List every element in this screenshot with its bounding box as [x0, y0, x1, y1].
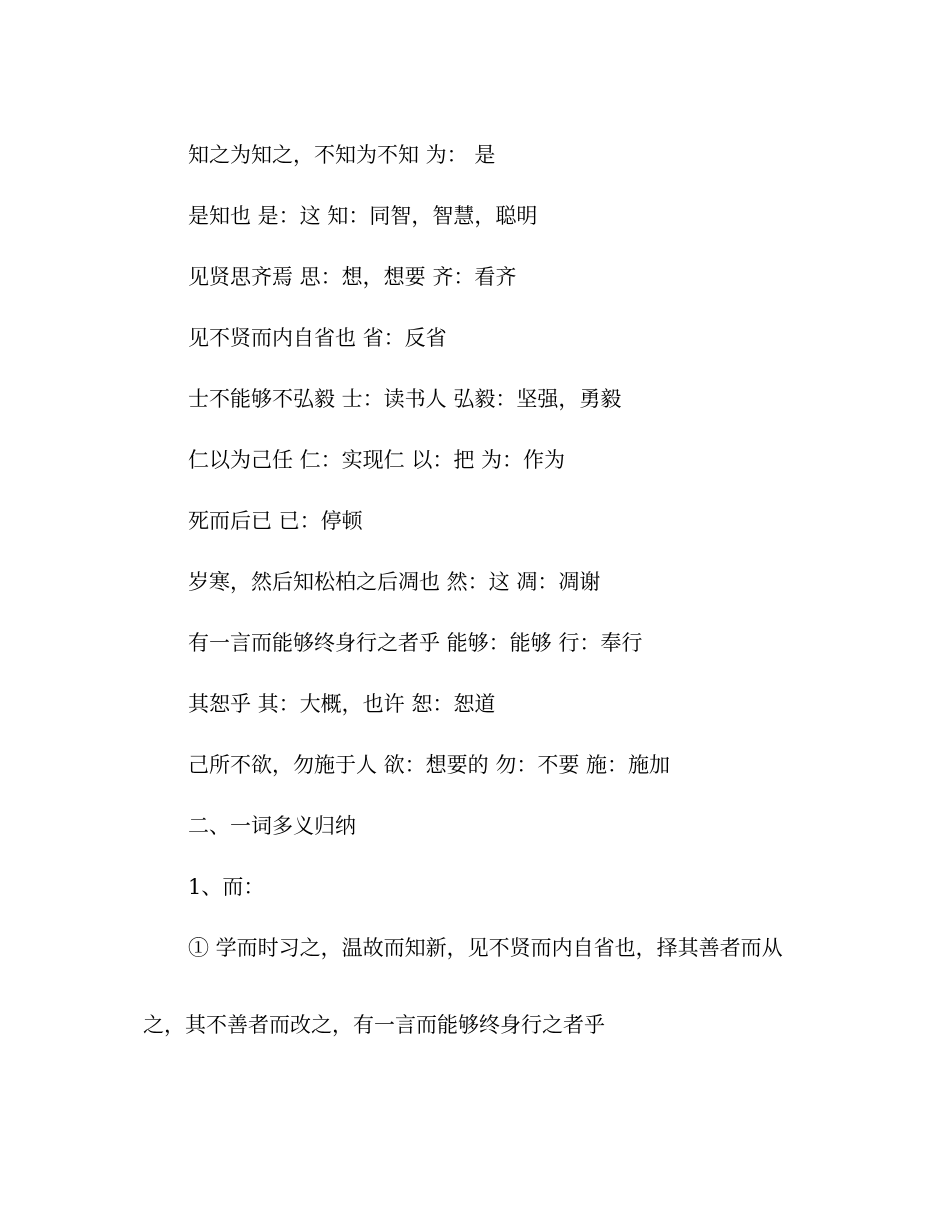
subsection-heading: 1、而： — [188, 875, 265, 899]
section-heading: 二、一词多义归纳 — [188, 814, 356, 838]
text-line-5: 士不能够不弘毅 士：读书人 弘毅：坚强，勇毅 — [188, 387, 622, 411]
text-line-4: 见不贤而内自省也 省：反省 — [188, 326, 447, 350]
text-line-2: 是知也 是：这 知：同智，智慧，聪明 — [188, 204, 538, 228]
text-line-9: 有一言而能够终身行之者乎 能够：能够 行：奉行 — [188, 631, 643, 655]
text-line-3: 见贤思齐焉 思：想，想要 齐：看齐 — [188, 265, 517, 289]
text-line-1: 知之为知之，不知为不知 为： 是 — [188, 143, 496, 167]
example-paragraph-line-2: 之，其不善者而改之，有一言而能够终身行之者乎 — [143, 1013, 605, 1037]
example-paragraph-line-1: ① 学而时习之，温故而知新，见不贤而内自省也，择其善者而从 — [188, 936, 783, 960]
text-line-8: 岁寒，然后知松柏之后凋也 然：这 凋：凋谢 — [188, 570, 601, 594]
text-line-6: 仁以为己任 仁：实现仁 以：把 为：作为 — [188, 448, 566, 472]
text-line-7: 死而后已 已：停顿 — [188, 509, 363, 533]
text-line-10: 其恕乎 其：大概，也许 恕：恕道 — [188, 692, 496, 716]
text-line-11: 己所不欲，勿施于人 欲：想要的 勿：不要 施：施加 — [188, 753, 671, 777]
